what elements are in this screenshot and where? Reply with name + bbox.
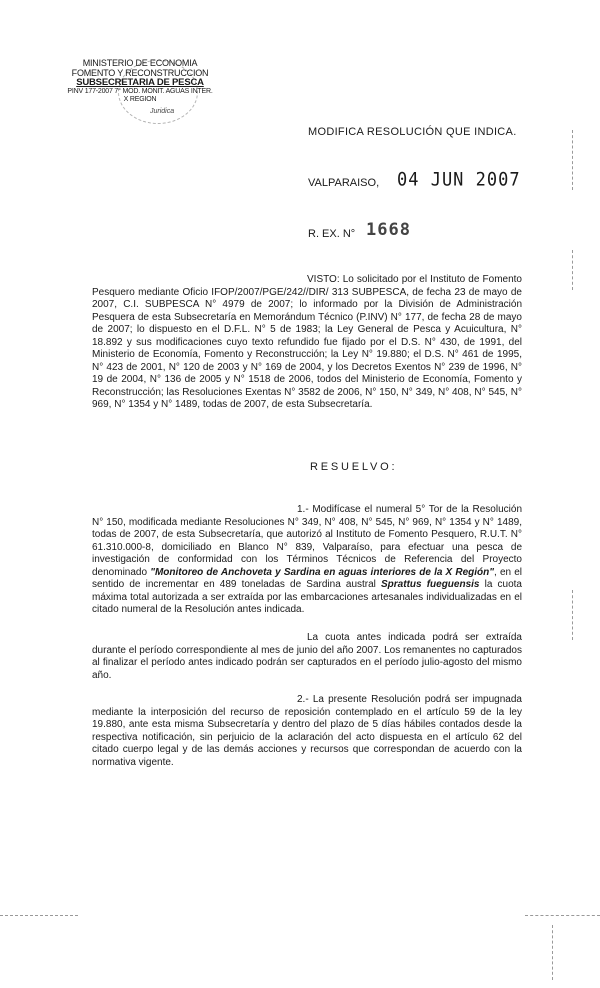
scan-artifact-right-low bbox=[572, 590, 573, 640]
article-1-paragraph bbox=[92, 504, 522, 617]
resolution-number: 1668 bbox=[366, 220, 411, 240]
subsecretaria-line: SUBSECRETARIA DE PESCA bbox=[76, 77, 204, 88]
reference-line-2: X REGION bbox=[123, 96, 157, 103]
article-1-text-a: 1.- Modifícase el numeral 5° Tor de la Resolución N° 150, modificada mediante Resoluciones N° 349, N° 408, N° 545, N° 969, N° 1354 y N° 1489, todas de 2007, de esta Subsecretaría, que autorizó al Instituto de Fomento Pesquero, R.U.T. N° 61.310.000-8, domiciliado en Blanco N° 839, Valparaíso, para efectuar una pesca de investigación de conformidad con los Términos Técnicos de Referencia del Proyecto denominado bbox=[92, 504, 522, 578]
project-name: "Monitoreo de Anchoveta y Sardina en aguas interiores de la X Región" bbox=[150, 566, 495, 578]
resolution-label: R. EX. N° bbox=[308, 228, 356, 240]
scan-artifact-bottom-vertical bbox=[552, 925, 553, 980]
resuelvo-heading: RESUELVO: bbox=[310, 461, 398, 473]
article-1-text-c: la cuota máxima total autorizada a ser extraída por las embarcaciones artesanales individualizadas en el citado numeral de la Resolución antes indicada. bbox=[92, 579, 522, 615]
article-1-second-paragraph: La cuota antes indicada podrá ser extraída durante el período correspondiente al mes de junio del año 2007. Los remanentes no capturados al finalizar el período antes indicado podrán ser capturados en el período julio-agosto del mismo año. bbox=[92, 632, 522, 681]
letterhead bbox=[50, 58, 230, 104]
article-1-text-b: , en el sentido de incrementar en 489 toneladas de Sardina austral bbox=[92, 566, 522, 590]
visto-paragraph: VISTO: Lo solicitado por el Instituto de Fomento Pesquero mediante Oficio IFOP/2007/PGE/242//DIR/ 313 SUBPESCA, de fecha 23 de mayo de 2007, C.I. SUBPESCA N° 4979 de 2007; lo informado por la División de Administración Pesquera de esta Subsecretaría en Memorándum Técnico (P.INV) N° 177, de fecha 28 de mayo de 2007; lo dispuesto en el D.F.L. N° 5 de 1983; la Ley General de Pesca y Acuicultura, N° 18.892 y sus modificaciones cuyo texto refundido fue fijado por el D.S. N° 430, de 1991, del Ministerio de Economía, Fomento y Reconstrucción; la Ley N° 19.880; el D.S. N° 461 de 1995, N° 423 de 2001, N° 120 de 2003 y N° 169 de 2004, y los Decretos Exentos N° 239 de 1996, N° 19 de 2004, N° 136 de 2005 y N° 1518 de 2006, todos del Ministerio de Economía, Fomento y Reconstrucción; las Resoluciones Exentas N° 3582 de 2006, N° 150, N° 349, N° 408, N° 545, N° 969, N° 1354 y N° 1489, todas de 2007, de esta Subsecretaría. bbox=[92, 274, 522, 410]
scan-artifact-bottom-left bbox=[0, 915, 78, 916]
scan-artifact-right-mid bbox=[572, 250, 573, 290]
place-label: VALPARAISO, bbox=[308, 177, 380, 189]
date-stamp: 04 JUN 2007 bbox=[397, 169, 521, 191]
scan-artifact-bottom-right bbox=[525, 915, 600, 916]
ministry-line-2: FOMENTO Y RECONSTRUCCION bbox=[71, 68, 209, 78]
article-2-paragraph: 2.- La presente Resolución podrá ser impugnada mediante la interposición del recurso de reposición contemplado en el artículo 59 de la ley 19.880, ante esta misma Subsecretaría y dentro del plazo de 5 días hábiles contados desde la respectiva notificación, sin perjuicio de la aclaración del acto dispuesta en el artículo 62 del citado cuerpo legal y de las demás acciones y recursos que correspondan de acuerdo con la normativa vigente. bbox=[92, 694, 522, 768]
species-name: Sprattus fueguensis bbox=[381, 579, 480, 590]
stamp-text: Juridica bbox=[150, 108, 175, 115]
scan-artifact-right-top bbox=[572, 130, 573, 190]
document-title: MODIFICA RESOLUCIÓN QUE INDICA. bbox=[308, 126, 517, 138]
ministry-line-1: MINISTERIO DE ECONOMIA bbox=[82, 58, 198, 68]
reference-line-1: PINV 177-2007 7° MOD. MONIT. AGUAS INTER. bbox=[67, 88, 213, 95]
